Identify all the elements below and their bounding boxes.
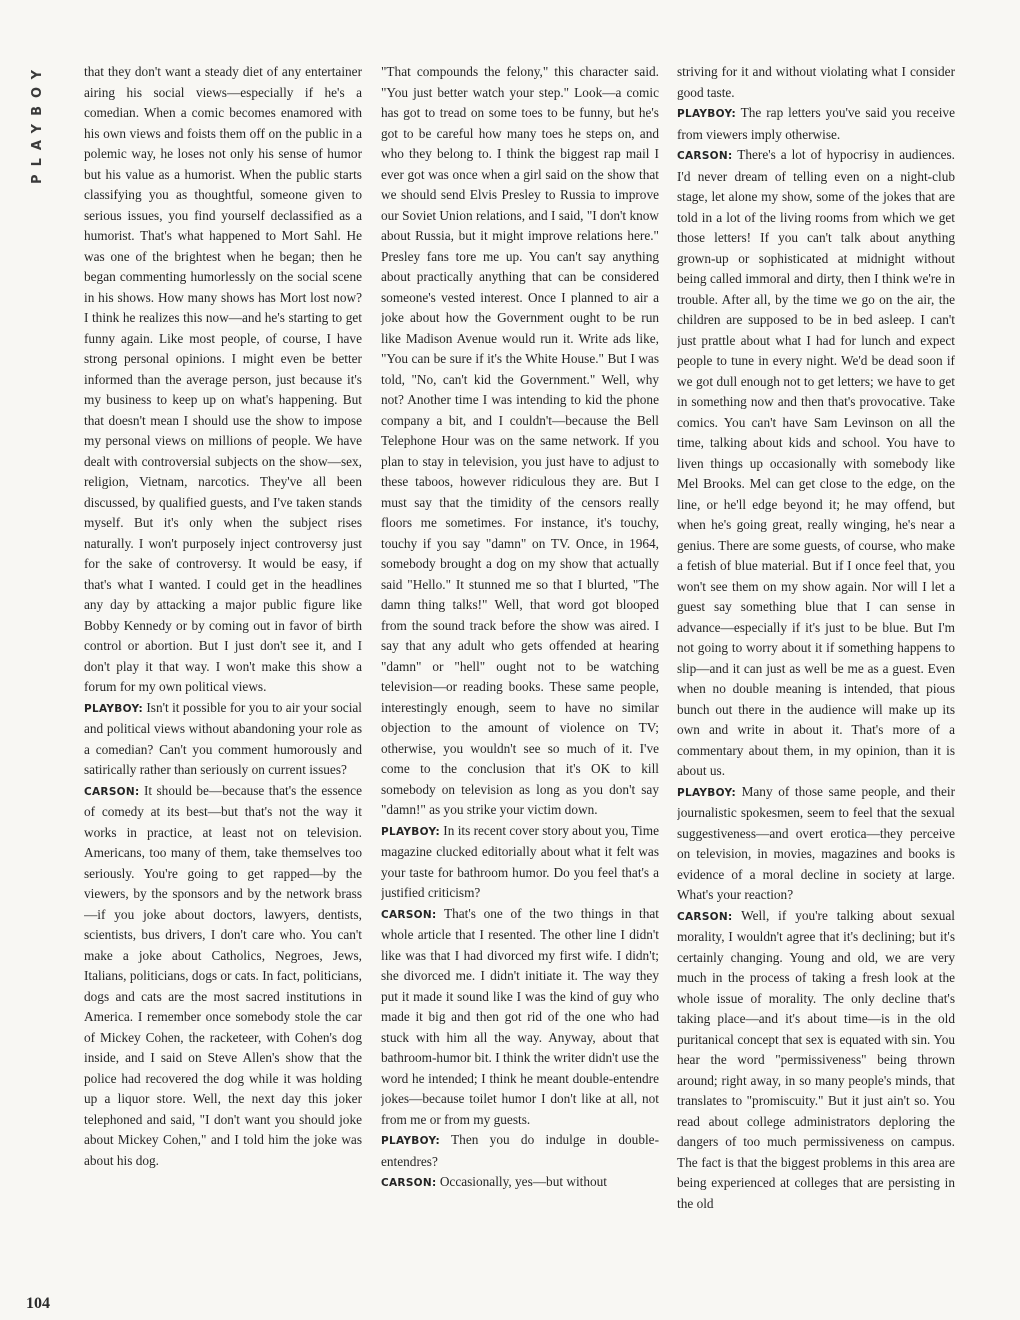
paragraph-text: Occasionally, yes—but without — [439, 1174, 607, 1189]
speaker-label: PLAYBOY: — [84, 702, 143, 715]
paragraph-text: Isn't it possible for you to air your social and political views without abandoning your role as a comedian? Can't you comment humorously and satirically rather than seriously on current issues? — [84, 699, 362, 777]
text-column-1 — [84, 62, 362, 1310]
paragraph — [677, 906, 955, 1215]
paragraph — [381, 904, 659, 1131]
paragraph — [381, 1172, 659, 1194]
paragraph-text: Many of those same people, and their journalistic spokesmen, seem to feel that the sexual suggestiveness—and overt erotica—they perceive on television, in movies, magazines and books is evidence of a moral decline in society at large. What's your reaction? — [677, 783, 955, 902]
paragraph — [84, 781, 362, 1172]
paragraph — [677, 62, 955, 103]
paragraph — [677, 145, 955, 782]
speaker-label: CARSON: — [677, 910, 733, 923]
paragraph-text: that they don't want a steady diet of any entertainer airing his social views—especially if he's a comedian. When a comic becomes enamored with his own views and foists them off on the public in a polemic way, he loses not only his sense of humor but his value as a humorist. When the public starts classifying you as thoughtful, someone given to serious issues, you find yourself declassified as a humorist. That's what happened to Mort Sahl. He was one of the brightest when he began; then he began commenting humorlessly on the social scene in his shows. How many shows has Mort lost now? I think he realizes this now—and he's starting to get funny again. Like most people, of course, I have strong personal opinions. I might even be better informed than the average person, just because it's my business to keep up on what's happening. But that doesn't mean I should use the show to impose my personal views on millions of people. We have dealt with controversial subjects on the show—sex, religion, Vietnam, narcotics. They've all been discussed, by qualified guests, and I've taken stands myself. But it's only when the subject rises naturally. I won't purposely inject controversy just for the sake of controversy. It would be easy, if that's what I wanted. I could get in the headlines any day by attacking a major public figure like Bobby Kennedy or by coming out in favor of birth control or abortion. But I just don't see it, and I don't play it that way. I won't make this show a forum for my own political views. — [84, 64, 362, 694]
paragraph — [381, 1130, 659, 1172]
text-column-2 — [381, 62, 659, 1310]
paragraph — [381, 821, 659, 904]
speaker-label: PLAYBOY: — [677, 108, 736, 120]
page-number: 104 — [26, 1295, 50, 1312]
speaker-label: CARSON: — [381, 908, 437, 921]
magazine-side-label: PLAYBOY — [30, 62, 45, 184]
speaker-label: CARSON: — [381, 1177, 437, 1189]
paragraph-text: There's a lot of hypocrisy in audiences. I'd never dream of telling even on a night-club stage, let alone my show, some of the jokes that are told in a lot of the living rooms from which we get those letters! If you can't talk about anything grown-up or sophisticated at midnight without being called immoral and dirty, then I think we're in trouble. After all, by the time we go on the air, the children are supposed to be in bed asleep. I can't just prattle about what I had for lunch and expect people to tune in every night. We'd be dead soon if we got dull enough not to get letters; we have to get in something now and then that's provocative. Take comics. You can't have Sam Levinson on all the time, talking about kids and school. You have to liven things up occasionally with somebody like Mel Brooks. Mel can get close to the edge, on the line, or he'll edge beyond it; he may offend, but when he's going great, really winging, he's near a genius. There are some guests, of course, who make a fetish of blue material. But if I once feel that, you won't see them on my show again. Nor will I let a guest say something blue that I can sense in advance—especially if it's just to be blue. But I'm not going to worry about it if something happens to slip—and it can just as well be me as a guest. Even when no double meaning is intended, that pious bunch out there in the audience will make up its own and write in about it. That's more of a commentary about them, in my opinion, than it is about us. — [677, 147, 955, 778]
speaker-label: PLAYBOY: — [381, 1135, 440, 1147]
paragraph-text: That's one of the two things in that whole article that I resented. The other line I didn't like was that I had divorced my first wife. I didn't; she divorced me. I didn't initiate it. The way they put it made it sound like I was the kind of guy who made it big and then got rid of the one who had stuck with him all the way. Anyway, about that bathroom-humor bit. I think the writer didn't use the word he intended; I think he meant double-entendre jokes—because toilet humor I don't like at all, not from me or from my guests. — [381, 905, 659, 1127]
speaker-label: CARSON: — [677, 150, 733, 162]
paragraph — [381, 62, 659, 821]
paragraph-text: It should be—because that's the essence of comedy at its best—but that's not the way it works in practice, at least not on television. Americans, too many of them, take themselves too seriously. You're going to get rapped—by the viewers, by the sponsors and by the network brass—if you joke about doctors, lawyers, dentists, scientists, bus drivers, I don't care who. You can't make a joke about Catholics, Negroes, Jews, Italians, politicians, dogs or cats. In fact, politicians, dogs and cats are the most sacred institutions in America. I remember once somebody stole the car of Mickey Cohen, the racketeer, with Cohen's dog inside, and I said on Steve Allen's show that the police had recovered the dog while it was holding up a liquor store. Well, the next day this joker telephoned and said, "I don't want you should joke about Mickey Cohen," and I told him the joke was about his dog. — [84, 782, 362, 1168]
paragraph — [677, 103, 955, 145]
paragraph-text: The rap letters you've said you receive from viewers imply otherwise. — [677, 105, 955, 142]
paragraph-text: striving for it and without violating what I consider good taste. — [677, 64, 955, 100]
speaker-label: PLAYBOY: — [381, 825, 440, 838]
speaker-label: PLAYBOY: — [677, 786, 736, 799]
paragraph-text: In its recent cover story about you, Time magazine clucked editorially about what it felt was your taste for bathroom humor. Do you feel that's a justified criticism? — [381, 822, 659, 900]
paragraph — [84, 62, 362, 698]
paragraph-text: Well, if you're talking about sexual morality, I wouldn't agree that it's declining; but it's certainly changing. Young and old, we are very much in the process of taking a fresh look at the whole issue of morality. The only decline that's taking place—and it's about time—is in the old puritanical concept that sex is equated with sin. You hear the word "permissiveness" being thrown around; right away, in so many people's minds, that translates to "promiscuity." But it just ain't so. You read about college administrators deploring the dangers of too much permissiveness on campus. The fact is that the biggest problems in this area are being experienced at colleges that are persisting in the old — [677, 907, 955, 1211]
text-column-3 — [677, 62, 955, 1310]
paragraph-text: Then you do indulge in double-entendres? — [381, 1132, 659, 1169]
speaker-label: CARSON: — [84, 785, 140, 798]
paragraph — [677, 782, 955, 906]
paragraph — [84, 698, 362, 781]
paragraph-text: "That compounds the felony," this character said. "You just better watch your step." Look—a comic has got to tread on some toes to be funny, but he's got to be careful how many toes he steps on, and who they belong to. I think the biggest rap mail I ever got was once when a girl said on the show that we should send Elvis Presley to Russia to improve our Soviet Union relations, and I said, "I don't know about Russia, but it might improve relations here." Presley fans tore me up. You can't say anything about practically anything that can be considered someone's vested interest. Once I planned to air a joke about how the Government ought to be run like Madison Avenue would run it. Write ads like, "You can be sure if it's the White House." But I was told, "No, can't kid the Government." Well, why not? Another time I was intending to kid the phone company a bit, and I couldn't—because the Bell Telephone Hour was on the same network. If you plan to stay in television, you just have to adjust to these taboos, however ridiculous they are. But I must say that the timidity of the censors really floors me sometimes. For instance, it's touchy, touchy if you say "damn" on TV. Once, in 1964, somebody brought a dog on my show that actually said "Hello." It stunned me so that I blurted, "The damn thing talks!" Well, that word got blooped from the sound track before the show was aired. I say that any adult who gets offended at hearing "damn" or "hell" ought not to be watching television—or reading books. These same people, interestingly enough, seem to have no similar objection to the amount of violence on TV; otherwise, you wouldn't see so much of it. I've come to the conclusion that it's OK to kill somebody on television as long as you don't say "damn!" as you strike your victim down. — [381, 64, 659, 817]
